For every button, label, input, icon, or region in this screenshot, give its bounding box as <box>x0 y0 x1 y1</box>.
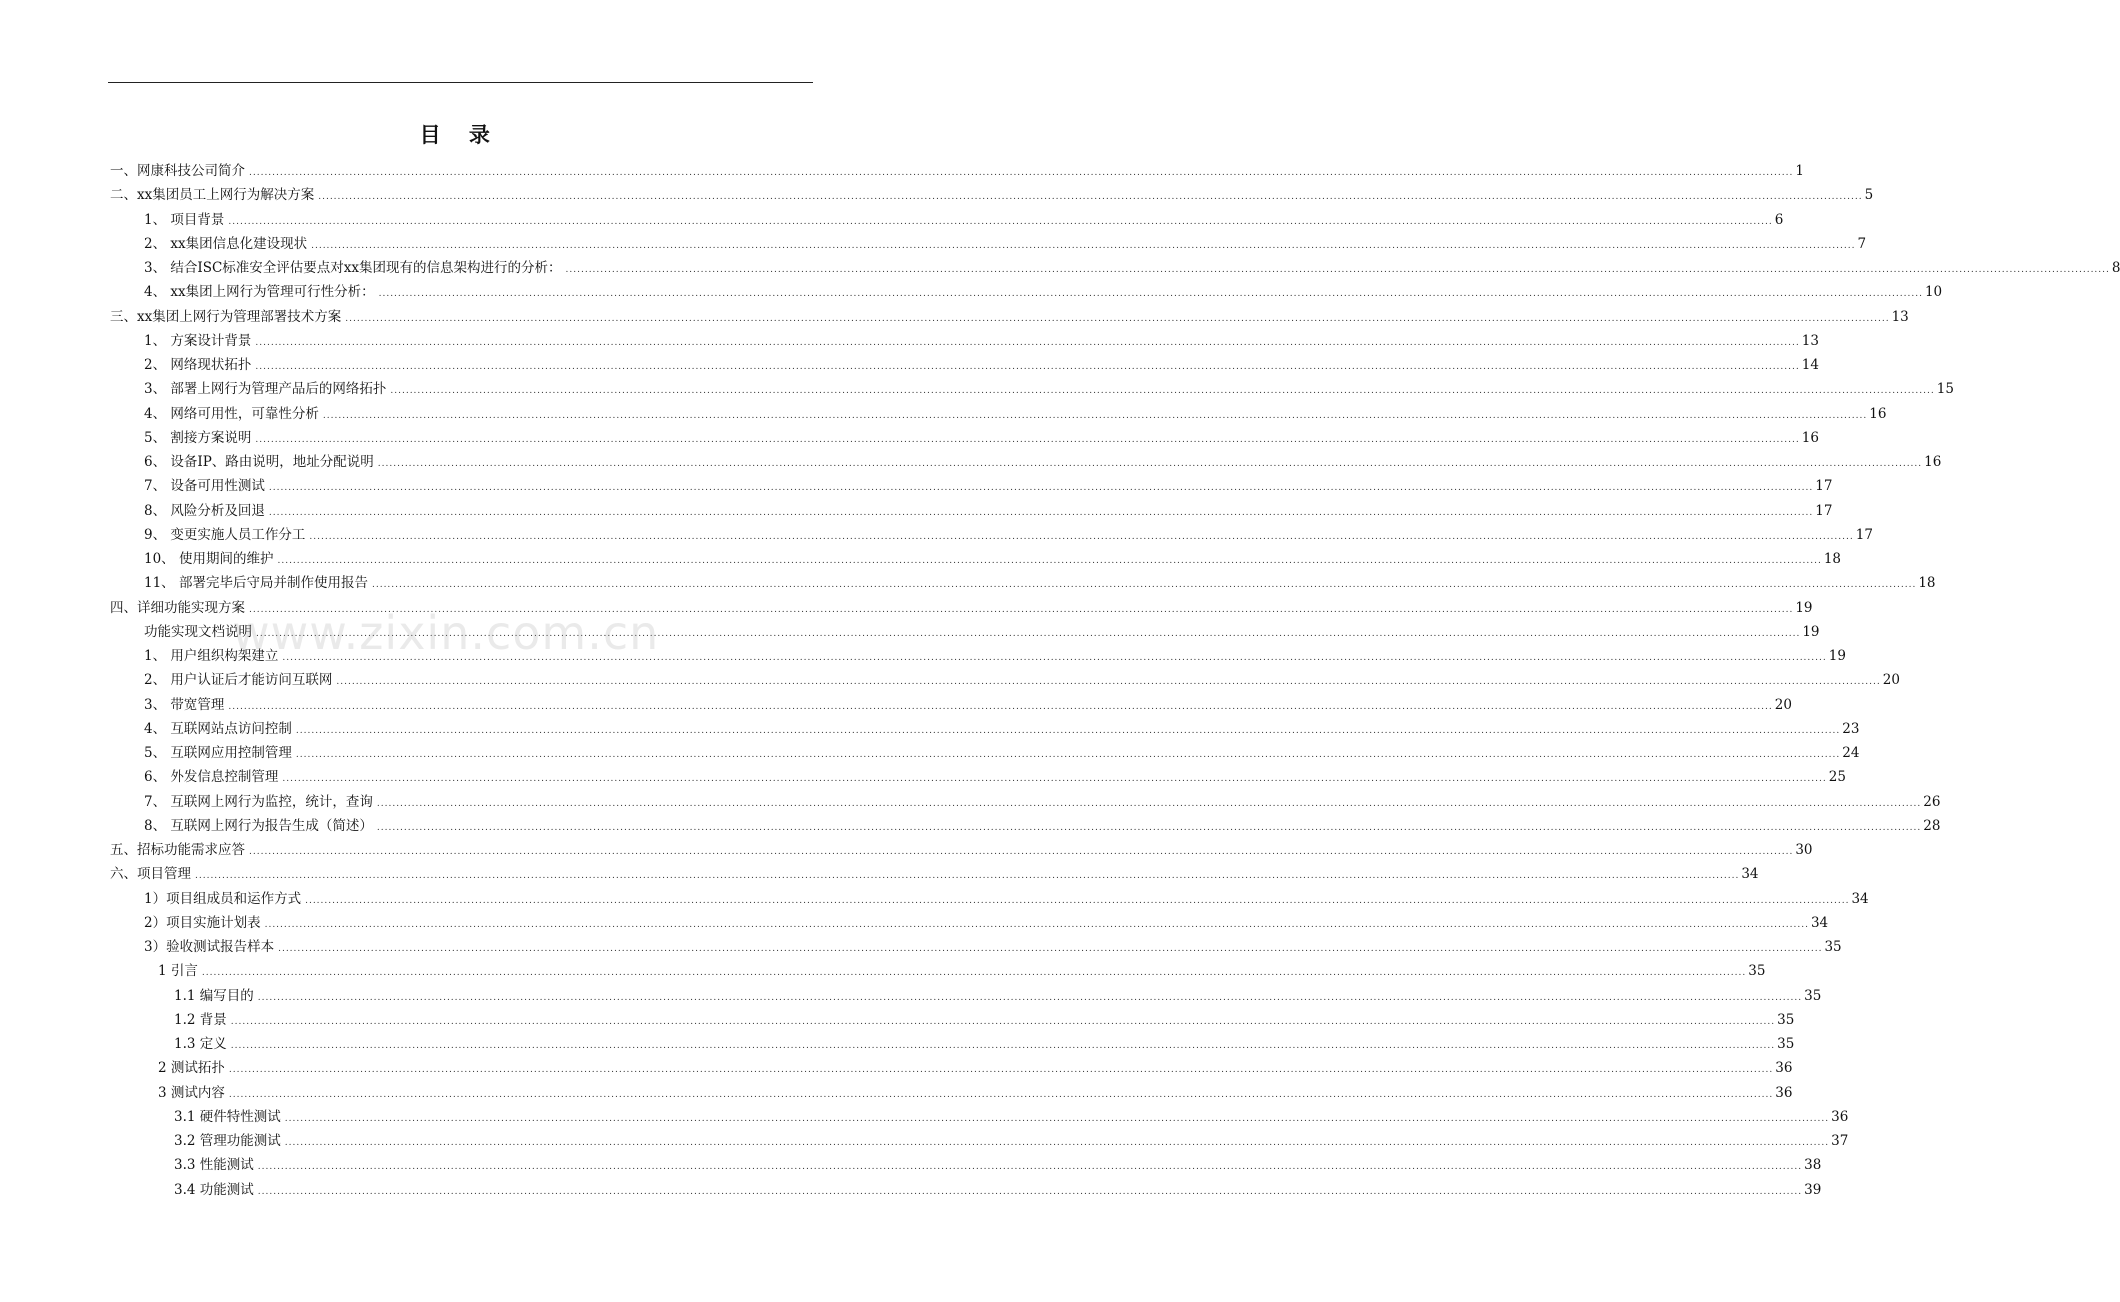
toc-entry-page: 35 <box>1824 939 1842 955</box>
toc-entry-page: 39 <box>1804 1181 1822 1198</box>
toc-entry-page: 35 <box>1804 987 1822 1004</box>
toc-entry[interactable] <box>110 1153 1822 1177</box>
toc-entry[interactable] <box>110 280 1943 304</box>
toc-entry-label: 2、 用户认证后才能访问互联网 <box>144 672 333 689</box>
toc-entry-page: 36 <box>1831 1108 1849 1125</box>
toc-leader-dots: ................................................................................................................................................................................................................................................................................................................................................................................................................ <box>377 459 1923 469</box>
toc-entry-page: 20 <box>1774 696 1792 713</box>
toc-entry-label: 7、 设备可用性测试 <box>144 478 265 495</box>
toc-leader-dots: ................................................................................................................................................................................................................................................................................................................................................................................................................ <box>257 992 1803 1003</box>
toc-leader-dots: ................................................................................................................................................................................................................................................................................................................................................................................................................ <box>371 580 1917 591</box>
toc-entry[interactable] <box>110 1105 1849 1129</box>
toc-entry-page: 16 <box>1924 454 1942 470</box>
toc-entry-page: 35 <box>1777 1011 1795 1028</box>
toc-entry[interactable] <box>110 644 1846 668</box>
toc-entry-page: 19 <box>1828 648 1846 664</box>
toc-entry-page: 26 <box>1923 793 1941 810</box>
toc-entry[interactable] <box>110 741 1860 765</box>
toc-entry-label: 3.2 管理功能测试 <box>174 1133 281 1149</box>
toc-entry-page: 20 <box>1882 672 1900 689</box>
toc-leader-dots: ................................................................................................................................................................................................................................................................................................................................................................................................................ <box>255 337 1800 348</box>
toc-leader-dots: ................................................................................................................................................................................................................................................................................................................................................................................................................ <box>257 1186 1803 1197</box>
toc-entry-label: 1 引言 <box>158 963 198 980</box>
toc-entry-page: 34 <box>1741 866 1759 883</box>
toc-entry-page: 14 <box>1801 357 1819 373</box>
toc-leader-dots: ................................................................................................................................................................................................................................................................................................................................................................................................................ <box>305 895 1850 906</box>
toc-entry[interactable] <box>110 1081 1793 1105</box>
toc-entry-page: 8 <box>2111 260 2120 276</box>
toc-entry-label: 6、 外发信息控制管理 <box>144 769 279 786</box>
toc-entry-page: 30 <box>1795 842 1813 858</box>
toc-entry-label: 8、 互联网上网行为报告生成（简述） <box>144 817 373 834</box>
toc-entry[interactable] <box>110 717 1860 741</box>
toc-entry-page: 36 <box>1775 1060 1793 1077</box>
toc-entry[interactable] <box>110 353 1819 377</box>
toc-entry[interactable] <box>110 159 1804 183</box>
toc-entry-page: 18 <box>1823 551 1842 567</box>
toc-leader-dots: ................................................................................................................................................................................................................................................................................................................................................................................................................ <box>249 604 1794 615</box>
toc-entry-page: 17 <box>1815 502 1833 519</box>
toc-entry-page: 6 <box>1774 211 1784 228</box>
toc-entry-label: 一、网康科技公司简介 <box>110 163 245 179</box>
toc-entry[interactable] <box>110 1178 1822 1202</box>
toc-leader-dots: ................................................................................................................................................................................................................................................................................................................................................................................................................ <box>277 556 1822 566</box>
toc-entry-page: 35 <box>1748 963 1766 980</box>
toc-leader-dots: ................................................................................................................................................................................................................................................................................................................................................................................................................ <box>278 944 1823 954</box>
toc-entry-page: 5 <box>1864 187 1874 204</box>
toc-entry-label: 2、 xx集团信息化建设现状 <box>144 235 308 252</box>
toc-entry-label: 三、xx集团上网行为管理部署技术方案 <box>110 308 342 325</box>
toc-leader-dots: ................................................................................................................................................................................................................................................................................................................................................................................................................ <box>228 216 1773 227</box>
toc-entry[interactable] <box>110 232 1867 256</box>
toc-entry-label: 2 测试拓扑 <box>158 1060 225 1077</box>
table-of-contents <box>110 159 2120 1202</box>
toc-entry-page: 34 <box>1851 890 1869 907</box>
toc-leader-dots: ................................................................................................................................................................................................................................................................................................................................................................................................................ <box>376 822 1922 833</box>
toc-leader-dots: ................................................................................................................................................................................................................................................................................................................................................................................................................ <box>390 386 1935 397</box>
toc-entry[interactable] <box>110 183 1874 207</box>
toc-entry-label: 3、 部署上网行为管理产品后的网络拓扑 <box>144 381 387 398</box>
toc-entry-page: 24 <box>1842 745 1860 761</box>
toc-leader-dots: ................................................................................................................................................................................................................................................................................................................................................................................................................ <box>249 847 1794 857</box>
toc-entry-label: 六、项目管理 <box>110 866 191 883</box>
toc-entry[interactable] <box>110 1008 1795 1032</box>
toc-entry[interactable] <box>110 620 1820 644</box>
toc-leader-dots: ................................................................................................................................................................................................................................................................................................................................................................................................................ <box>230 1016 1776 1027</box>
toc-entry-label: 1.3 定义 <box>174 1036 227 1052</box>
toc-entry-label: 1、 项目背景 <box>144 211 225 228</box>
toc-entry-page: 34 <box>1810 914 1829 931</box>
toc-leader-dots: ................................................................................................................................................................................................................................................................................................................................................................................................................ <box>201 968 1747 979</box>
toc-entry-page: 38 <box>1804 1157 1822 1174</box>
toc-entry-label: 5、 互联网应用控制管理 <box>144 745 292 761</box>
toc-entry-page: 19 <box>1802 623 1820 640</box>
toc-leader-dots: ................................................................................................................................................................................................................................................................................................................................................................................................................ <box>295 725 1841 736</box>
toc-entry-label: 四、详细功能实现方案 <box>110 599 245 616</box>
toc-entry-label: 11、 部署完毕后守局并制作使用报告 <box>144 575 368 592</box>
toc-entry[interactable] <box>110 1129 1849 1153</box>
toc-entry-page: 28 <box>1923 817 1941 834</box>
toc-entry[interactable] <box>110 984 1822 1008</box>
toc-entry-label: 4、 网络可用性，可靠性分析 <box>144 405 319 422</box>
toc-entry-page: 37 <box>1831 1133 1849 1149</box>
toc-entry[interactable] <box>110 765 1846 789</box>
toc-entry-page: 18 <box>1918 575 1936 592</box>
toc-entry-label: 二、xx集团员工上网行为解决方案 <box>110 187 315 204</box>
toc-entry[interactable] <box>110 693 1792 717</box>
toc-entry-page: 36 <box>1775 1084 1793 1101</box>
toc-entry-label: 功能实现文档说明 <box>144 623 252 640</box>
toc-entry[interactable] <box>110 474 1833 498</box>
toc-leader-dots: ................................................................................................................................................................................................................................................................................................................................................................................................................ <box>282 774 1827 785</box>
toc-entry[interactable] <box>110 402 1887 426</box>
toc-leader-dots: ................................................................................................................................................................................................................................................................................................................................................................................................................ <box>268 483 1814 494</box>
toc-entry-page: 16 <box>1869 405 1887 422</box>
toc-entry-label: 6、 设备IP、路由说明，地址分配说明 <box>144 454 374 470</box>
toc-entry-label: 3.3 性能测试 <box>174 1157 254 1174</box>
toc-entry[interactable] <box>110 887 1869 911</box>
toc-entry-label: 8、 风险分析及回退 <box>144 502 265 519</box>
toc-entry-label: 3 测试内容 <box>158 1084 225 1101</box>
toc-entry-page: 7 <box>1857 235 1867 252</box>
toc-entry-label: 5、 割接方案说明 <box>144 429 252 446</box>
toc-leader-dots: ................................................................................................................................................................................................................................................................................................................................................................................................................ <box>228 701 1773 712</box>
toc-entry-label: 4、 互联网站点访问控制 <box>144 720 292 737</box>
toc-entry-page: 1 <box>1795 163 1804 179</box>
toc-entry[interactable] <box>110 547 1842 571</box>
page-title: 目 录 <box>419 122 501 147</box>
toc-leader-dots: ................................................................................................................................................................................................................................................................................................................................................................................................................ <box>195 871 1740 882</box>
toc-entry-label: 2、 网络现状拓扑 <box>144 357 252 373</box>
toc-entry-label: 4、 xx集团上网行为管理可行性分析： <box>144 284 375 301</box>
toc-entry[interactable] <box>110 450 1942 474</box>
toc-entry[interactable] <box>110 1032 1795 1056</box>
toc-entry-page: 25 <box>1828 769 1846 786</box>
header-rule <box>108 82 813 83</box>
toc-entry-label: 3、 带宽管理 <box>144 696 225 713</box>
toc-leader-dots: ................................................................................................................................................................................................................................................................................................................................................................................................................ <box>284 1113 1830 1124</box>
toc-entry-label: 3、 结合ISC标准安全评估要点对xx集团现有的信息架构进行的分析： <box>144 260 562 276</box>
toc-leader-dots: ................................................................................................................................................................................................................................................................................................................................................................................................................ <box>295 750 1841 760</box>
toc-entry[interactable] <box>110 959 1766 983</box>
toc-entry-label: 7、 互联网上网行为监控，统计，查询 <box>144 793 373 810</box>
toc-entry[interactable] <box>110 814 1941 838</box>
toc-entry[interactable] <box>110 911 1829 935</box>
toc-entry[interactable] <box>110 1056 1793 1080</box>
toc-leader-dots: ................................................................................................................................................................................................................................................................................................................................................................................................................ <box>336 677 1881 688</box>
toc-entry[interactable] <box>110 668 1900 692</box>
toc-entry-page: 17 <box>1815 478 1833 495</box>
toc-entry-label: 五、招标功能需求应答 <box>110 842 245 858</box>
toc-entry-page: 16 <box>1801 429 1819 446</box>
toc-leader-dots: ................................................................................................................................................................................................................................................................................................................................................................................................................ <box>249 168 1794 178</box>
toc-entry[interactable] <box>110 208 1784 232</box>
toc-entry[interactable] <box>110 305 1909 329</box>
toc-leader-dots: ................................................................................................................................................................................................................................................................................................................................................................................................................ <box>282 653 1827 663</box>
toc-entry[interactable] <box>110 329 1819 353</box>
toc-entry[interactable] <box>110 256 2120 280</box>
toc-entry-label: 1.1 编写目的 <box>174 987 254 1004</box>
toc-leader-dots: ................................................................................................................................................................................................................................................................................................................................................................................................................ <box>256 628 1801 639</box>
toc-entry-page: 15 <box>1936 381 1954 398</box>
toc-entry[interactable] <box>110 571 1936 595</box>
toc-entry[interactable] <box>110 862 1759 886</box>
watermark: www.zixin.com.cn <box>232 606 660 660</box>
toc-entry-label: 3.4 功能测试 <box>174 1181 254 1198</box>
toc-entry[interactable] <box>110 523 1873 547</box>
toc-entry-page: 10 <box>1924 284 1943 301</box>
toc-entry-page: 17 <box>1855 526 1873 543</box>
toc-entry-label: 3.1 硬件特性测试 <box>174 1108 281 1125</box>
toc-entry-label: 1）项目组成员和运作方式 <box>144 890 302 907</box>
toc-leader-dots: ................................................................................................................................................................................................................................................................................................................................................................................................................ <box>345 313 1890 324</box>
toc-leader-dots: ................................................................................................................................................................................................................................................................................................................................................................................................................ <box>255 434 1800 445</box>
toc-entry-page: 35 <box>1777 1036 1795 1052</box>
toc-entry-label: 1.2 背景 <box>174 1011 227 1028</box>
toc-entry[interactable] <box>110 790 1941 814</box>
toc-leader-dots: ................................................................................................................................................................................................................................................................................................................................................................................................................ <box>255 362 1800 372</box>
toc-leader-dots: ................................................................................................................................................................................................................................................................................................................................................................................................................ <box>376 798 1922 809</box>
toc-entry[interactable] <box>110 935 1842 959</box>
toc-leader-dots: ................................................................................................................................................................................................................................................................................................................................................................................................................ <box>309 531 1854 542</box>
toc-leader-dots: ................................................................................................................................................................................................................................................................................................................................................................................................................ <box>228 1065 1774 1076</box>
toc-leader-dots: ................................................................................................................................................................................................................................................................................................................................................................................................................ <box>284 1138 1830 1148</box>
toc-entry-page: 19 <box>1795 599 1813 616</box>
toc-leader-dots: ................................................................................................................................................................................................................................................................................................................................................................................................................ <box>378 289 1923 300</box>
toc-leader-dots: ................................................................................................................................................................................................................................................................................................................................................................................................................ <box>257 1162 1803 1173</box>
toc-entry[interactable] <box>110 499 1833 523</box>
toc-leader-dots: ................................................................................................................................................................................................................................................................................................................................................................................................................ <box>311 240 1856 251</box>
toc-entry[interactable] <box>110 377 1954 401</box>
toc-leader-dots: ................................................................................................................................................................................................................................................................................................................................................................................................................ <box>264 919 1809 930</box>
toc-entry-label: 2）项目实施计划表 <box>144 914 261 931</box>
toc-entry-page: 13 <box>1891 308 1909 325</box>
toc-entry-page: 13 <box>1801 332 1819 349</box>
toc-entry-page: 23 <box>1842 720 1860 737</box>
toc-entry-label: 10、 使用期间的维护 <box>144 551 274 567</box>
toc-leader-dots: ................................................................................................................................................................................................................................................................................................................................................................................................................ <box>322 410 1868 421</box>
toc-entry-label: 3）验收测试报告样本 <box>144 939 275 955</box>
toc-leader-dots: ................................................................................................................................................................................................................................................................................................................................................................................................................ <box>228 1089 1774 1100</box>
toc-leader-dots: ................................................................................................................................................................................................................................................................................................................................................................................................................ <box>268 507 1814 518</box>
toc-leader-dots: ................................................................................................................................................................................................................................................................................................................................................................................................................ <box>318 192 1863 203</box>
toc-entry[interactable] <box>110 426 1819 450</box>
toc-entry[interactable] <box>110 838 1813 862</box>
toc-entry-label: 9、 变更实施人员工作分工 <box>144 526 306 543</box>
toc-entry-label: 1、 方案设计背景 <box>144 332 252 349</box>
toc-entry[interactable] <box>110 596 1813 620</box>
toc-entry-label: 1、 用户组织构架建立 <box>144 648 279 664</box>
toc-leader-dots: ................................................................................................................................................................................................................................................................................................................................................................................................................ <box>230 1041 1776 1051</box>
toc-leader-dots: ................................................................................................................................................................................................................................................................................................................................................................................................................ <box>565 265 2110 275</box>
